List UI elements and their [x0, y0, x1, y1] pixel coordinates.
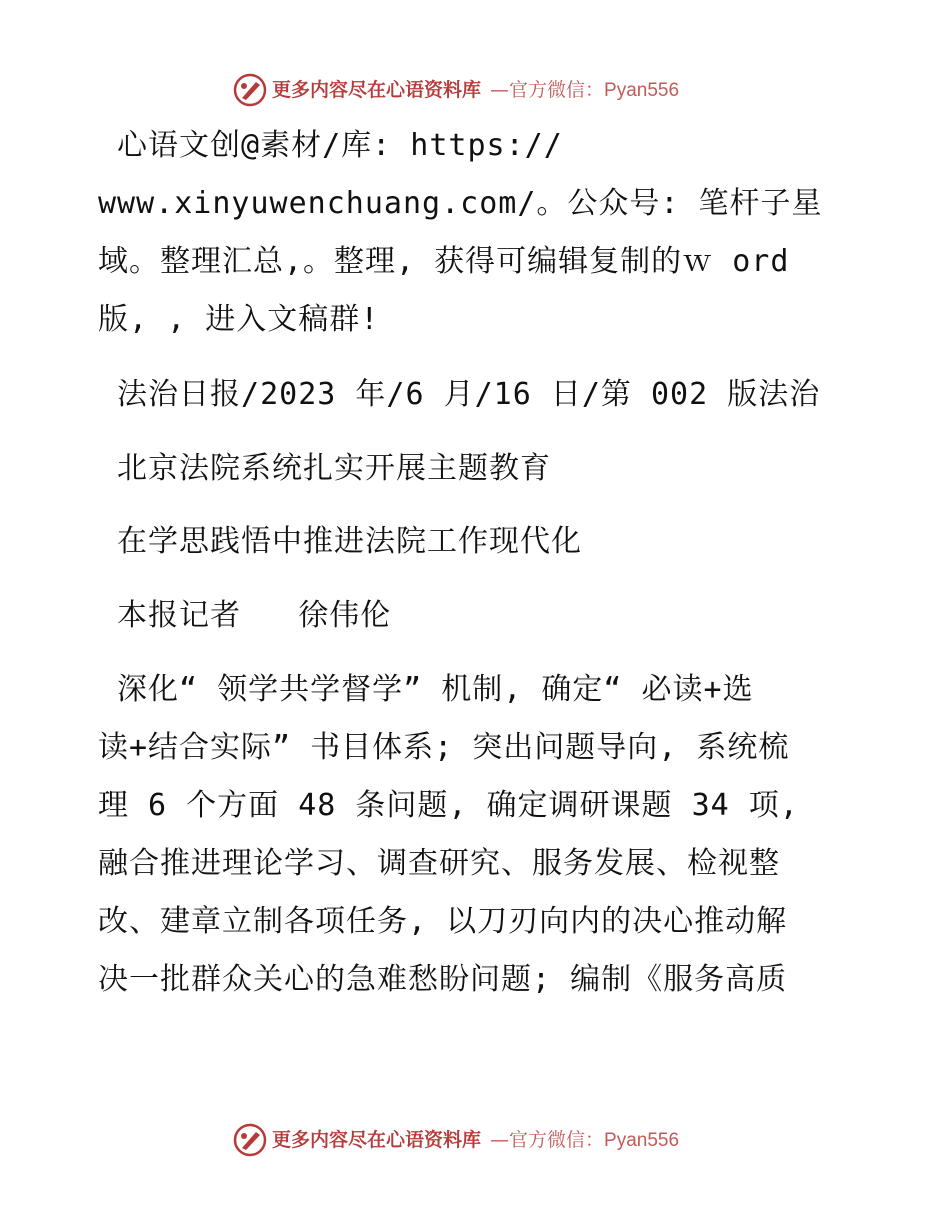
watermark-dash-label: —官方微信： — [490, 79, 605, 101]
intro-line-2: www.xinyuwenchuang.com/。公众号: 笔杆子星 — [98, 186, 823, 221]
byline: 本报记者 徐伟伦 — [98, 598, 392, 633]
watermark-wechat-id: Pyan556 — [604, 80, 680, 101]
watermark-banner-top — [0, 70, 950, 110]
watermark-banner-bottom — [0, 1120, 950, 1160]
watermark-contact — [490, 1126, 679, 1155]
body-line-2: 读+结合实际” 书目体系; 突出问题导向, 系统梳 — [98, 730, 790, 765]
intro-line-4: 版, , 进入文稿群! — [98, 302, 380, 337]
watermark-brand: 更多内容尽在心语资料库 — [272, 1129, 482, 1151]
headline-2: 在学思践悟中推进法院工作现代化 — [98, 524, 583, 559]
watermark-contact — [490, 76, 679, 105]
pen-seal-icon — [232, 1122, 268, 1158]
watermark-brand: 更多内容尽在心语资料库 — [272, 79, 482, 101]
body-line-4: 融合推进理论学习、调查研究、服务发展、检视整 — [98, 846, 780, 881]
body-line-1: 深化“ 领学共学督学” 机制, 确定“ 必读+选 — [98, 672, 754, 707]
watermark-wechat-id: Pyan556 — [604, 1130, 680, 1151]
body-line-6: 决一批群众关心的急难愁盼问题; 编制《服务高质 — [98, 962, 788, 997]
pen-seal-icon — [232, 72, 268, 108]
watermark-dash-label: —官方微信： — [490, 1129, 605, 1151]
dateline: 法治日报/2023 年/6 月/16 日/第 002 版法治 — [98, 377, 821, 412]
body-line-5: 改、建章立制各项任务, 以刀刃向内的决心推动解 — [98, 904, 788, 939]
headline-1: 北京法院系统扎实开展主题教育 — [98, 451, 552, 486]
body-line-3: 理 6 个方面 48 条问题, 确定调研课题 34 项, — [98, 788, 799, 823]
intro-line-3: 域。整理汇总,。整理, 获得可编辑复制的ｗ ord — [98, 244, 790, 279]
intro-line-1: 心语文创@素材/库: https:// — [98, 128, 563, 163]
